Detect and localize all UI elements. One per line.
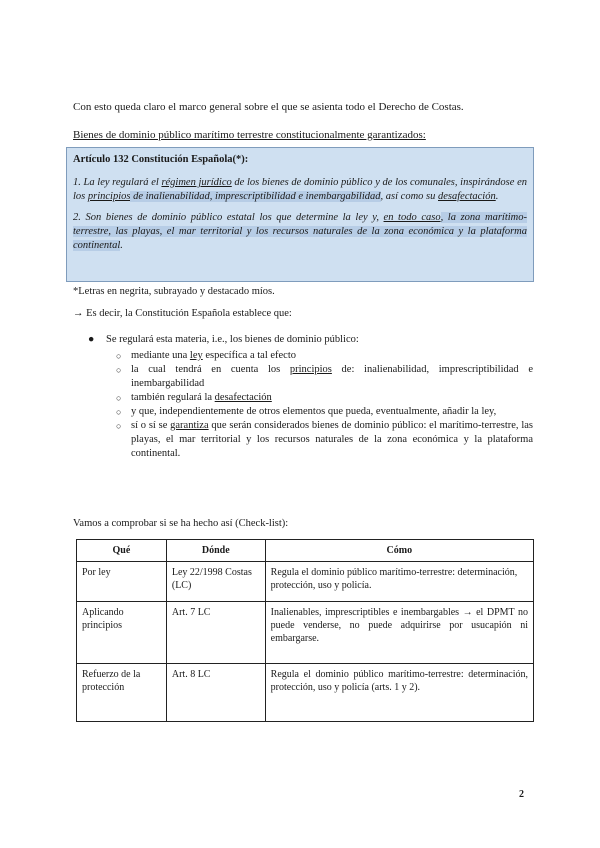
text-run: 2. Son bienes de dominio público estatal los que determine la ley y, — [73, 212, 384, 223]
table-row — [77, 602, 534, 664]
table-cell: Ley 22/1998 Costas (LC) — [166, 562, 265, 602]
footnote: *Letras en negrita, subrayado y destacado míos. — [73, 286, 275, 297]
circle-bullet-icon: ○ — [116, 351, 122, 361]
table-cell: Regula el dominio público marítimo-terrestre: determinación, protección, uso y policía. — [265, 562, 533, 602]
text-run: la cual tendrá en cuenta los — [131, 364, 290, 375]
underlined-text: desafectación — [214, 392, 272, 403]
article-quote-box — [66, 147, 534, 282]
text-run: que serán considerados bienes de dominio público: el marítimo-terrestre, las playas, el mar territorial y los recursos naturales de la zona económica y la plataforma continental. — [131, 420, 533, 459]
underlined-text: garantiza — [170, 420, 209, 431]
sub-list-item — [73, 405, 533, 419]
sub-list-item — [73, 363, 533, 391]
highlighted-text: , la zona marítimo-terrestre, las playas, el mar territorial y los recursos naturales de la zona económica y la plataforma continental — [73, 212, 527, 251]
underlined-text: principios — [289, 364, 332, 375]
column-header-que: Qué — [77, 540, 167, 562]
circle-bullet-icon: ○ — [116, 365, 122, 375]
text-run: también regulará la — [131, 392, 215, 403]
sub-list-item — [73, 349, 533, 363]
text-run: 1. La ley regulará el — [73, 177, 162, 188]
text-run: y que, independientemente de otros elementos que pueda, eventualmente, añadir la ley, — [131, 406, 497, 417]
list-item-text: Se regulará esta materia, i.e., los bienes de dominio público: — [106, 334, 359, 345]
column-header-donde: Dónde — [166, 540, 265, 562]
underlined-text: en todo caso — [383, 212, 441, 223]
article-heading: Artículo 132 Constitución Española(*): — [73, 154, 249, 165]
table-header-row — [77, 540, 534, 562]
sub-list — [73, 349, 533, 461]
underlined-text: principios — [87, 191, 131, 202]
table-row — [77, 562, 534, 602]
article-paragraph-2 — [73, 211, 527, 253]
column-header-como: Cómo — [265, 540, 533, 562]
intro-paragraph: Con esto queda claro el marco general sobre el que se asienta todo el Derecho de Costas. — [73, 101, 464, 113]
table-cell: Art. 8 LC — [166, 664, 265, 722]
table-cell: Art. 7 LC — [166, 602, 265, 664]
underlined-text: régimen jurídico — [161, 177, 232, 188]
text-run: . — [120, 240, 123, 251]
circle-bullet-icon: ○ — [116, 393, 122, 403]
text-run: específica a tal efecto — [202, 350, 297, 361]
section-subtitle: Bienes de dominio público marítimo terrestre constitucionalmente garantizados: — [73, 129, 426, 141]
text-run: de los bienes de dominio público y de los comunales, inspirándose en los — [73, 177, 528, 202]
text-run: sí o sí se — [131, 420, 171, 431]
sub-list-item — [73, 391, 533, 405]
text-run: mediante una — [131, 350, 190, 361]
table-cell: Regula el dominio público marítimo-terrestre: determinación, protección, uso y policía (arts. 1 y 2). — [265, 664, 533, 722]
table-cell: Refuerzo de la protección — [77, 664, 167, 722]
page-number: 2 — [519, 789, 524, 800]
highlighted-text: de inalienabilidad, imprescriptibilidad e inembargabilidad — [130, 191, 381, 202]
circle-bullet-icon: ○ — [116, 407, 122, 417]
table-cell: Por ley — [77, 562, 167, 602]
checklist-intro: Vamos a comprobar si se ha hecho así (Check-list): — [73, 518, 289, 529]
text-run: de: inalienabilidad, imprescriptibilidad e inembargabilidad — [131, 364, 533, 389]
text-run: . — [495, 191, 499, 202]
sub-list-item — [73, 419, 533, 461]
article-paragraph-1 — [73, 176, 527, 204]
bullet-icon: ● — [88, 334, 95, 345]
underlined-text: ley — [189, 350, 203, 361]
checklist-table — [76, 539, 534, 722]
table-row — [77, 664, 534, 722]
underlined-text: desafectación — [438, 191, 496, 202]
table-cell: Inalienables, imprescriptibles e inembargables → el DPMT no puede venderse, no puede adquirirse por usucapión ni embargarse. — [265, 602, 533, 664]
circle-bullet-icon: ○ — [116, 421, 122, 431]
table-cell: Aplicando principios — [77, 602, 167, 664]
text-run: , así como su — [380, 191, 438, 202]
lead-sentence: → Es decir, la Constitución Española establece que: — [73, 308, 292, 319]
bullet-list — [73, 333, 533, 461]
list-item — [73, 333, 533, 347]
